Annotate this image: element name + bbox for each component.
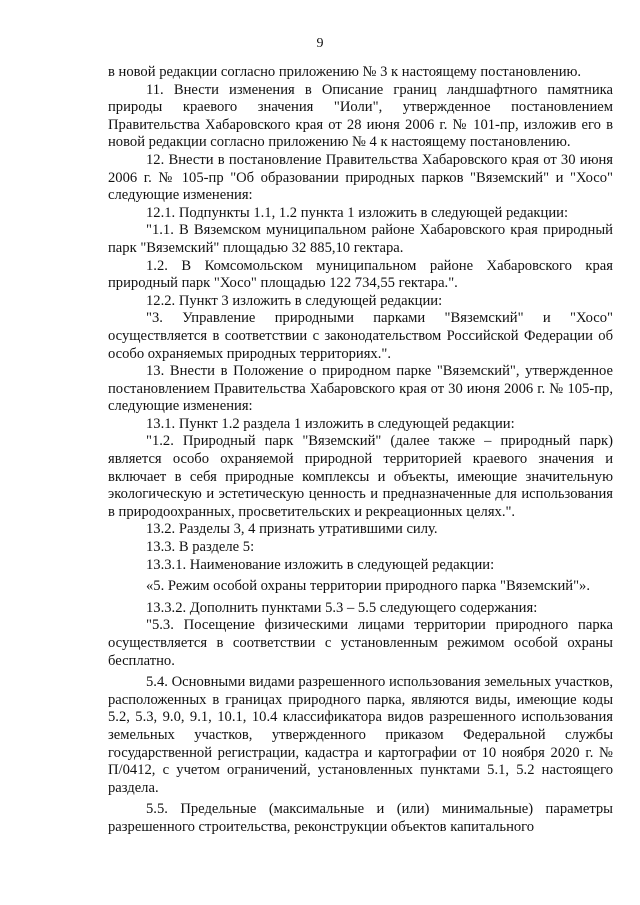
paragraph: 13.3.2. Дополнить пунктами 5.3 – 5.5 следующего содержания: (146, 599, 538, 616)
paragraph: в новой редакции согласно приложению № 3 к настоящему постановлению. (108, 64, 582, 80)
paragraph: 11. Внести изменения в Описание границ ландшафтного памятника природы краевого значения "Иоли", утвержденное постановлением Правительства Хабаровского края от 28 июня 2006 г. № 101-пр, изложив его в новой редакции согласно приложению № 4 к настоящему постановлению. (108, 81, 613, 151)
paragraph: 12. Внести в постановление Правительства Хабаровского края от 30 июня 2006 г. № 105-пр "Об образовании природных парков "Вяземский" и "Хосо" следующие изменения: (108, 151, 613, 204)
paragraph: 5.4. Основными видами разрешенного использования земельных участков, расположенных в границах природного парка, являются виды, имеющие коды 5.2, 5.3, 9.0, 9.1, 10.1, 10.4 классификатора видов разрешенного использования земельных участков, утвержденного приказом Федеральной службы государственной регистрации, кадастра и картографии от 10 ноября 2020 г. № П/0412, с учетом ограничений, установленных пунктами 5.1, 5.2 настоящего раздела. (108, 674, 613, 796)
paragraph: "3. Управление природными парками "Вяземский" и "Хосо" осуществляется в соответствии с законодательством Российской Федерации об особо охраняемых природных территориях.". (108, 310, 613, 362)
document-body (108, 64, 613, 837)
paragraph: 1.2. В Комсомольском муниципальном районе Хабаровского края природный парк "Хосо" площадью 122 734,55 гектара.". (108, 257, 613, 292)
page-number: 9 (316, 36, 324, 51)
paragraph: "5.3. Посещение физическими лицами территории природного парка осуществляется в соответствии с установленным режимом особой охраны бесплатно. (108, 617, 613, 669)
paragraph: "1.2. Природный парк "Вяземский" (далее также – природный парк) является особо охраняемой природной территорией краевого значения и включает в себя природные комплексы и объекты, имеющие значительную экологическую и эстетическую ценность и предназначенные для использования в природоохранных, просветительских и рекреационных целях.". (108, 433, 613, 520)
paragraph: "1.1. В Вяземском муниципальном районе Хабаровского края природный парк "Вяземский" площадью 32 885,10 гектара. (108, 222, 613, 256)
paragraph: 12.2. Пункт 3 изложить в следующей редакции: (146, 292, 443, 309)
paragraph: 13. Внести в Положение о природном парке "Вяземский", утвержденное постановлением Правительства Хабаровского края от 30 июня 2006 г. № 105-пр, следующие изменения: (108, 363, 613, 415)
paragraph: 12.1. Подпункты 1.1, 1.2 пункта 1 изложить в следующей редакции: (146, 204, 568, 221)
paragraph: «5. Режим особой охраны территории природного парка "Вяземский"». (146, 578, 590, 595)
paragraph: 13.2. Разделы 3, 4 признать утратившими силу. (146, 521, 438, 538)
paragraph: 13.1. Пункт 1.2 раздела 1 изложить в следующей редакции: (146, 415, 515, 432)
paragraph: 13.3. В разделе 5: (146, 539, 255, 556)
paragraph: 13.3.1. Наименование изложить в следующей редакции: (146, 556, 495, 573)
paragraph: 5.5. Предельные (максимальные и (или) минимальные) параметры разрешенного строительства, реконструкции объектов капитального (108, 801, 613, 835)
